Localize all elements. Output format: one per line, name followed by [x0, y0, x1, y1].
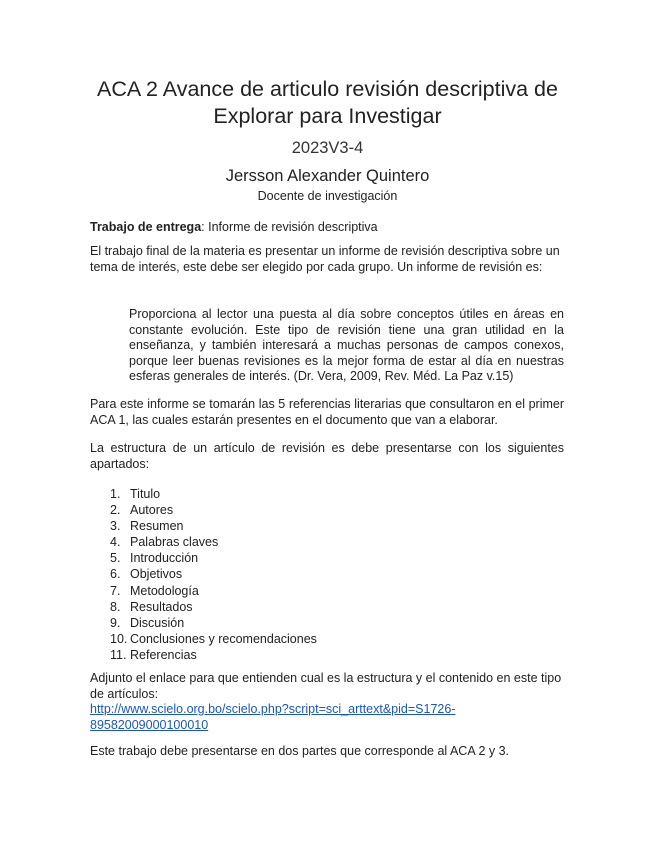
- list-item-label: Objetivos: [130, 567, 183, 582]
- list-item: [110, 566, 317, 582]
- closing-paragraph: Este trabajo debe presentarse en dos partes que corresponde al ACA 2 y 3.: [90, 744, 510, 758]
- list-item-number: 10.: [110, 631, 128, 646]
- references-paragraph: Para este informe se tomarán las 5 referencias literarias que consultaron en el primer ACA 1, las cuales estarán presentes en el documento que van a elaborar.: [90, 397, 564, 427]
- structure-paragraph: La estructura de un artículo de revisión es debe presentarse con los siguientes apartados:: [90, 441, 564, 471]
- scielo-link[interactable]: [90, 702, 455, 732]
- list-item-number: 3.: [110, 519, 121, 534]
- list-item: [110, 631, 317, 647]
- intro-paragraph: El trabajo final de la materia es presentar un informe de revisión descriptiva sobre un tema de interés, este debe ser elegido por cada grupo. Un informe de revisión es:: [90, 244, 560, 274]
- document-title: ACA 2 Avance de articulo revisión descriptiva de Explorar para Investigar: [97, 77, 558, 128]
- list-item: [110, 647, 317, 663]
- list-item-label: Metodología: [130, 583, 199, 598]
- list-item: [110, 550, 317, 566]
- list-item-label: Autores: [130, 503, 174, 518]
- list-item-number: 7.: [110, 583, 121, 598]
- list-item-label: Palabras claves: [130, 535, 219, 550]
- author-name: Jersson Alexander Quintero: [225, 167, 430, 185]
- list-item: [110, 534, 317, 550]
- list-item-number: 5.: [110, 551, 121, 566]
- scielo-link-line-1[interactable]: http://www.scielo.org.bo/scielo.php?script=sci_arttext&pid=S1726-: [90, 702, 456, 716]
- list-item-number: 1.: [110, 487, 121, 501]
- list-item-number: 6.: [110, 567, 121, 582]
- list-item-label: Discusión: [130, 615, 185, 630]
- link-paragraph: [90, 671, 564, 733]
- delivery-label: Trabajo de entrega: [90, 220, 202, 234]
- link-intro: Adjunto el enlace para que entienden cual es la estructura y el contenido en este tipo de artículos:: [90, 671, 562, 701]
- delivery-line: [90, 220, 564, 236]
- definition-quote: Proporciona al lector una puesta al día sobre conceptos útiles en áreas en constante evolución. Este tipo de revisión tiene una gran utilidad en la enseñanza, y también interesará a muchas personas de campos conexos, porque leer buenas revisiones es la mejor forma de estar al día en nuestras esferas generales de interés. (Dr. Vera, 2009, Rev. Méd. La Paz v.15): [129, 307, 564, 383]
- scielo-link-line-2[interactable]: 89582009000100010: [90, 717, 209, 732]
- list-item-label: Referencias: [130, 647, 197, 662]
- delivery-value: : Informe de revisión descriptiva: [201, 220, 378, 234]
- list-item: [110, 502, 317, 518]
- list-item-number: 9.: [110, 615, 121, 630]
- list-item-label: Resumen: [130, 519, 184, 534]
- list-item: [110, 599, 317, 615]
- list-item-number: 4.: [110, 535, 121, 550]
- list-item-number: 11.: [110, 647, 127, 662]
- list-item-label: Introducción: [130, 551, 199, 566]
- list-item-number: 2.: [110, 503, 121, 518]
- course-code: 2023V3-4: [291, 139, 364, 157]
- list-item: [110, 518, 317, 534]
- list-item-label: Resultados: [130, 599, 193, 614]
- list-item: [110, 486, 317, 502]
- author-role: Docente de investigación: [257, 189, 398, 203]
- list-item-number: 8.: [110, 599, 121, 614]
- list-item-label: Conclusiones y recomendaciones: [130, 631, 317, 646]
- list-item-label: Titulo: [130, 487, 161, 501]
- sections-list: [110, 486, 317, 663]
- list-item: [110, 583, 317, 599]
- list-item: [110, 615, 317, 631]
